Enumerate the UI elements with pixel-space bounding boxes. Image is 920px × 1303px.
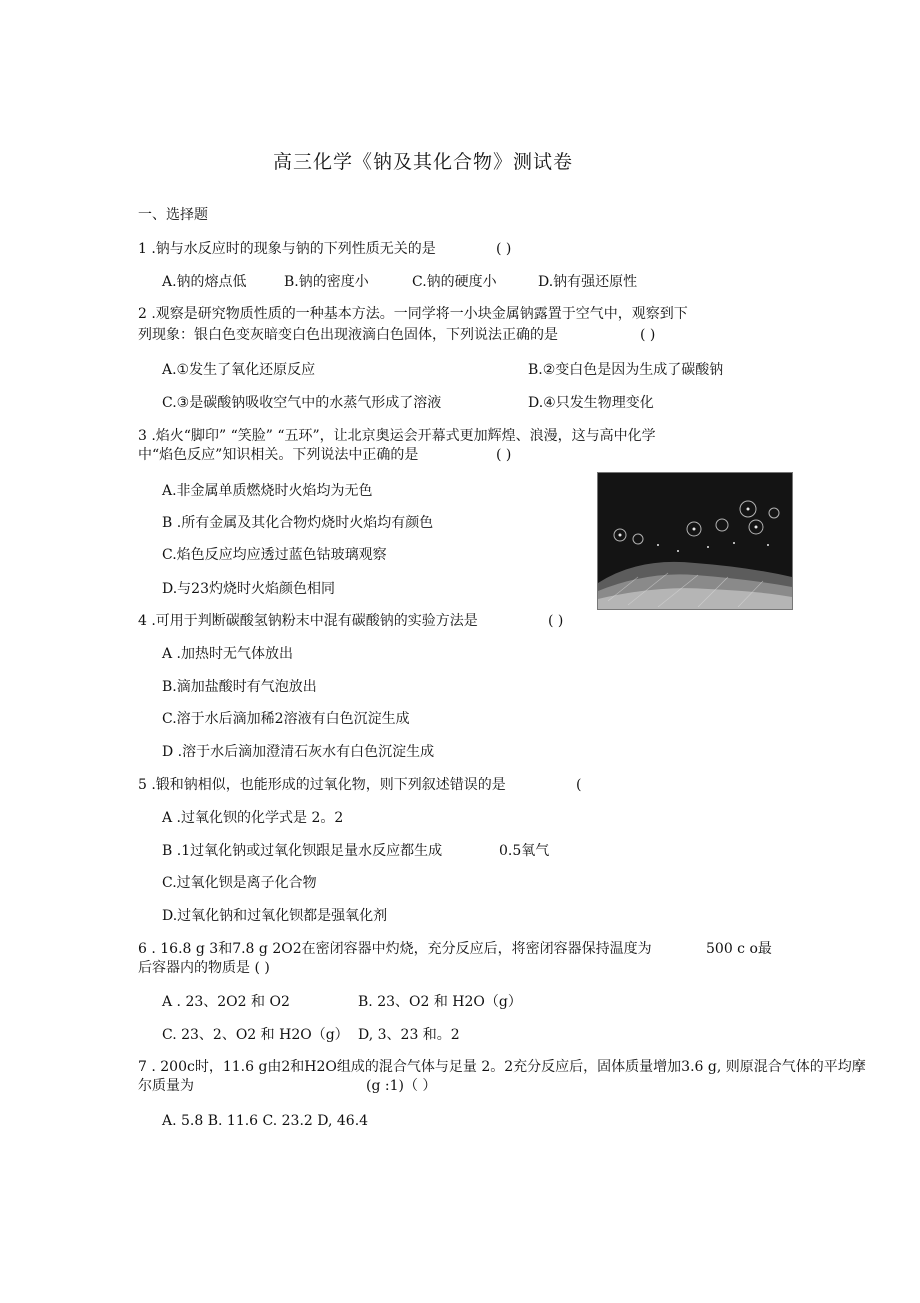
question-1-option-d: D.钠有强还原性 bbox=[538, 274, 638, 290]
question-2-option-c: C.③是碳酸钠吸收空气中的水蒸气形成了溶液 bbox=[162, 395, 442, 411]
section-heading: 一、选择题 bbox=[138, 207, 208, 223]
question-3-stem-line2: 中“焰色反应”知识相关。下列说法中正确的是 bbox=[138, 447, 419, 463]
question-7-stem-line1: 7 . 200c时，11.6 g由2和H2O组成的混合气体与足量 2。2充分反应后，固体质量增加3.6 g, 则原混合气体的平均摩 bbox=[138, 1059, 866, 1075]
question-2-stem-line1: 2 .观察是研究物质性质的一种基本方法。一同学将一小块金属钠露置于空气中，观察到下 bbox=[138, 306, 688, 322]
question-2-blank: ( ) bbox=[640, 327, 656, 343]
question-1-option-b: B.钠的密度小 bbox=[284, 274, 369, 290]
question-5-option-b: B .1过氧化钠或过氧化钡跟足量水反应都生成 bbox=[162, 843, 443, 859]
question-5-option-a: A .过氧化钡的化学式是 2。2 bbox=[162, 810, 344, 826]
question-5-stem: 5 .锻和钠相似，也能形成的过氧化物，则下列叙述错误的是 bbox=[138, 777, 506, 793]
question-3-blank: ( ) bbox=[496, 447, 512, 463]
question-4-stem: 4 .可用于判断碳酸氢钠粉末中混有碳酸钠的实验方法是 bbox=[138, 613, 478, 629]
question-1-stem: 1 .钠与水反应时的现象与钠的下列性质无关的是 bbox=[138, 241, 436, 257]
question-7-options: A. 5.8 B. 11.6 C. 23.2 D, 46.4 bbox=[162, 1113, 369, 1129]
question-2-option-d: D.④只发生物理变化 bbox=[528, 395, 654, 411]
question-5-option-c: C.过氧化钡是离子化合物 bbox=[162, 875, 317, 891]
question-4-option-c: C.溶于水后滴加稀2溶液有白色沉淀生成 bbox=[162, 711, 410, 727]
page-title: 高三化学《钠及其化合物》测试卷 bbox=[273, 151, 574, 173]
question-7-unit-blank: (g :1)（ ） bbox=[366, 1078, 437, 1094]
question-1-option-a: A.钠的熔点低 bbox=[162, 274, 247, 290]
question-5-option-b-value: 0.5氧气 bbox=[499, 843, 550, 859]
question-4-option-d: D .溶于水后滴加澄清石灰水有白色沉淀生成 bbox=[162, 744, 435, 760]
question-4-option-b: B.滴加盐酸时有气泡放出 bbox=[162, 679, 317, 695]
question-6-option-a: A . 23、2O2 和 O2 bbox=[162, 994, 290, 1010]
question-2-stem-line2: 列现象：银白色变灰暗变白色出现液滴白色固体，下列说法正确的是 bbox=[138, 327, 558, 343]
question-2-option-a: A.①发生了氧化还原反应 bbox=[162, 362, 316, 378]
question-4-option-a: A .加热时无气体放出 bbox=[162, 646, 294, 662]
question-1-option-c: C.钠的硬度小 bbox=[412, 274, 497, 290]
question-6-option-d: D, 3、23 和。2 bbox=[358, 1027, 460, 1043]
question-3-option-d: D.与23灼烧时火焰颜色相同 bbox=[162, 581, 335, 597]
question-3-stem-line1: 3 .焰火“脚印” “笑脸” “五环”，让北京奥运会开幕式更加辉煌、浪漫，这与高中化学 bbox=[138, 428, 656, 444]
question-6-temperature: 500 c o最 bbox=[706, 941, 772, 957]
question-6-stem-line2: 后容器内的物质是 ( ) bbox=[138, 960, 270, 976]
question-3-option-a: A.非金属单质燃烧时火焰均为无色 bbox=[162, 483, 373, 499]
question-3-option-c: C.焰色反应均应透过蓝色钴玻璃观察 bbox=[162, 547, 387, 563]
question-6-option-c: C. 23、2、O2 和 H2O（g） bbox=[162, 1027, 349, 1043]
question-5-option-d: D.过氧化钠和过氧化钡都是强氧化剂 bbox=[162, 908, 388, 924]
question-5-blank: ( bbox=[576, 777, 582, 793]
question-7-stem-line2: 尔质量为 bbox=[138, 1078, 194, 1094]
question-4-blank: ( ) bbox=[548, 613, 564, 629]
question-3-option-b: B .所有金属及其化合物灼烧时火焰均有颜色 bbox=[162, 515, 434, 531]
question-6-option-b: B. 23、O2 和 H2O（g） bbox=[358, 994, 522, 1010]
question-1-blank: ( ) bbox=[496, 241, 512, 257]
question-6-stem-line1: 6 . 16.8 g 3和7.8 g 2O2在密闭容器中灼烧，充分反应后，将密闭容器保持温度为 bbox=[138, 941, 652, 957]
fireworks-photo bbox=[597, 472, 793, 610]
question-2-option-b: B.②变白色是因为生成了碳酸钠 bbox=[528, 362, 724, 378]
